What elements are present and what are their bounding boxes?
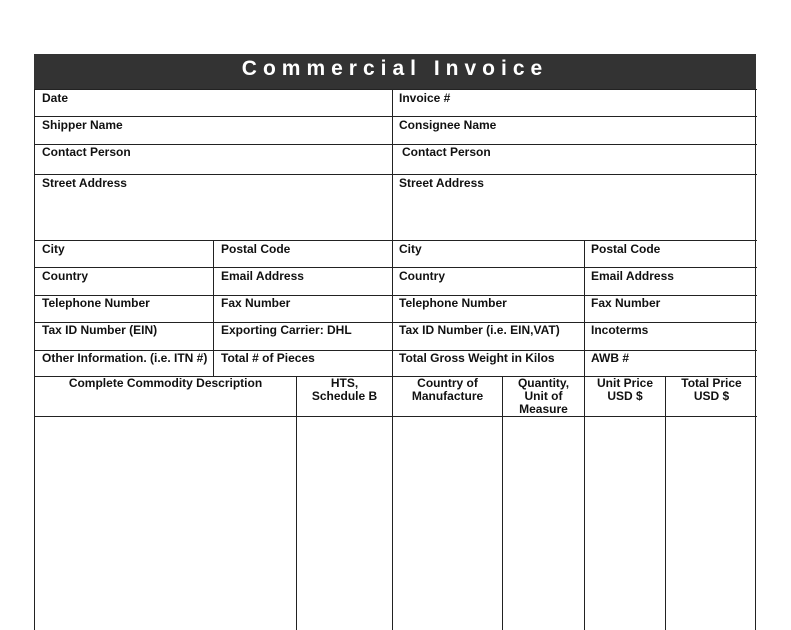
divider — [35, 267, 757, 268]
consignee-name-label: Consignee Name — [399, 118, 497, 132]
consignee-street-label: Street Address — [399, 176, 484, 190]
shipper-telephone-label: Telephone Number — [42, 296, 150, 310]
invoice-title: Commercial Invoice — [34, 54, 756, 89]
invoice-number-label: Invoice # — [399, 91, 451, 105]
consignee-telephone-label: Telephone Number — [399, 296, 507, 310]
consignee-postal-label: Postal Code — [591, 242, 661, 256]
invoice-sheet — [34, 54, 756, 630]
shipper-city-label: City — [42, 242, 65, 256]
shipper-contact-label: Contact Person — [42, 145, 131, 159]
shipper-postal-label: Postal Code — [221, 242, 291, 256]
total-pieces-label: Total # of Pieces — [221, 351, 315, 365]
awb-label: AWB # — [591, 351, 630, 365]
gross-weight-label: Total Gross Weight in Kilos — [399, 351, 555, 365]
consignee-city-label: City — [399, 242, 422, 256]
exporting-carrier-label: Exporting Carrier: DHL — [221, 323, 352, 337]
col-header-quantity: Quantity, Unit of Measure — [517, 376, 570, 416]
shipper-name-label: Shipper Name — [42, 118, 123, 132]
shipper-fax-label: Fax Number — [221, 296, 291, 310]
consignee-country-label: Country — [399, 269, 445, 283]
divider — [35, 240, 757, 241]
consignee-email-label: Email Address — [591, 269, 674, 283]
commodity-table-body[interactable] — [35, 417, 757, 630]
date-field[interactable] — [35, 90, 392, 116]
col-header-total-price: Total Price USD $ — [681, 376, 742, 403]
shipper-tax-id-label: Tax ID Number (EIN) — [42, 323, 158, 337]
shipper-street-label: Street Address — [42, 176, 127, 190]
col-header-description: Complete Commodity Description — [68, 376, 263, 390]
consignee-fax-label: Fax Number — [591, 296, 661, 310]
col-header-unit-price: Unit Price USD $ — [596, 376, 653, 403]
col-header-country-of-manufacture: Country of Manufacture — [411, 376, 484, 403]
col-header-hts: HTS, Schedule B — [311, 376, 378, 403]
date-label: Date — [42, 91, 69, 105]
column-divider — [213, 240, 214, 376]
column-divider — [584, 240, 585, 376]
shipper-country-label: Country — [42, 269, 88, 283]
incoterms-label: Incoterms — [591, 323, 649, 337]
shipper-email-label: Email Address — [221, 269, 304, 283]
consignee-tax-id-label: Tax ID Number (i.e. EIN,VAT) — [399, 323, 560, 337]
consignee-contact-label: Contact Person — [402, 145, 491, 159]
other-info-label: Other Information. (i.e. ITN #) — [42, 351, 208, 365]
